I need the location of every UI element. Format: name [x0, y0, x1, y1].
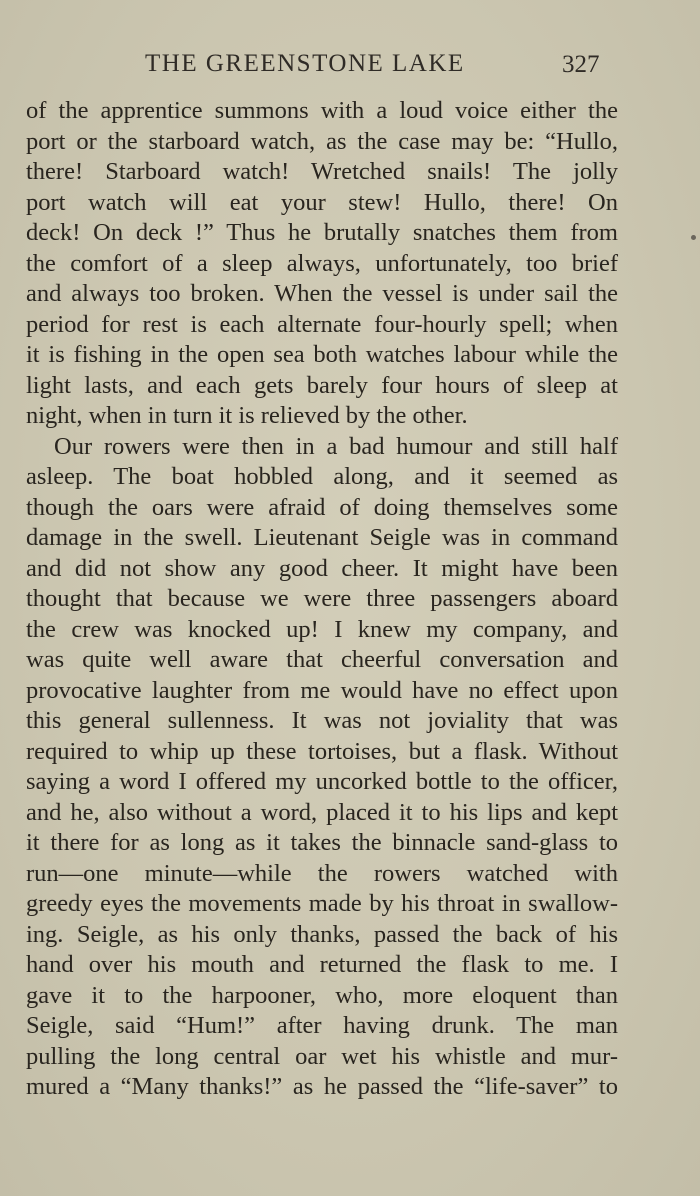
text-line: and he, also without a word, placed it to his lips and kept: [26, 798, 618, 826]
text-line: port or the starboard watch, as the case may be: “Hullo,: [26, 127, 618, 155]
running-head-title: THE GREENSTONE LAKE: [145, 50, 465, 77]
text-line: there! Starboard watch! Wretched snails! The jolly: [26, 158, 618, 185]
text-line: it is fishing in the open sea both watches labour while the: [26, 341, 618, 368]
text-line: Our rowers were then in a bad humour and still half: [54, 432, 618, 460]
text-line: ing. Seigle, as his only thanks, passed the back of his: [26, 920, 618, 948]
paper-speck: [691, 235, 696, 240]
text-line: light lasts, and each gets barely four hours of sleep at: [26, 371, 618, 399]
text-line: mured a “Many thanks!” as he passed the “life-saver” to: [26, 1073, 618, 1100]
text-line: of the apprentice summons with a loud voice either the: [26, 97, 618, 124]
text-line: greedy eyes the movements made by his throat in swallow-: [26, 890, 618, 917]
text-line: it there for as long as it takes the binnacle sand-glass to: [26, 829, 618, 856]
text-line: the comfort of a sleep always, unfortunately, too brief: [26, 249, 618, 277]
text-line: the crew was knocked up! I knew my company, and: [26, 615, 618, 643]
text-line: pulling the long central oar wet his whistle and mur-: [26, 1042, 618, 1070]
text-line: asleep. The boat hobbled along, and it seemed as: [26, 463, 618, 490]
text-line: thought that because we were three passengers aboard: [26, 585, 618, 612]
text-line: night, when in turn it is relieved by the other.: [26, 402, 468, 429]
text-line: provocative laughter from me would have no effect upon: [26, 676, 618, 704]
text-line: though the oars were afraid of doing themselves some: [26, 493, 618, 521]
text-line: saying a word I offered my uncorked bottle to the officer,: [26, 768, 618, 795]
text-line: was quite well aware that cheerful conversation and: [26, 646, 618, 673]
text-line: this general sullenness. It was not joviality that was: [26, 707, 618, 734]
text-line: deck! On deck !” Thus he brutally snatches them from: [26, 219, 618, 246]
body-text: [26, 96, 618, 1103]
text-line: port watch will eat your stew! Hullo, there! On: [26, 188, 618, 216]
page-number: 327: [562, 51, 600, 78]
text-line: damage in the swell. Lieutenant Seigle was in command: [26, 524, 618, 551]
text-line: period for rest is each alternate four-hourly spell; when: [26, 310, 618, 338]
text-line: and always too broken. When the vessel is under sail the: [26, 280, 618, 307]
text-line: Seigle, said “Hum!” after having drunk. The man: [26, 1012, 618, 1039]
text-line: required to whip up these tortoises, but a flask. Without: [26, 737, 618, 765]
text-line: hand over his mouth and returned the flask to me. I: [26, 951, 618, 978]
text-line: run—one minute—while the rowers watched with: [26, 859, 618, 887]
text-line: and did not show any good cheer. It might have been: [26, 554, 618, 582]
text-line: gave it to the harpooner, who, more eloquent than: [26, 981, 618, 1009]
